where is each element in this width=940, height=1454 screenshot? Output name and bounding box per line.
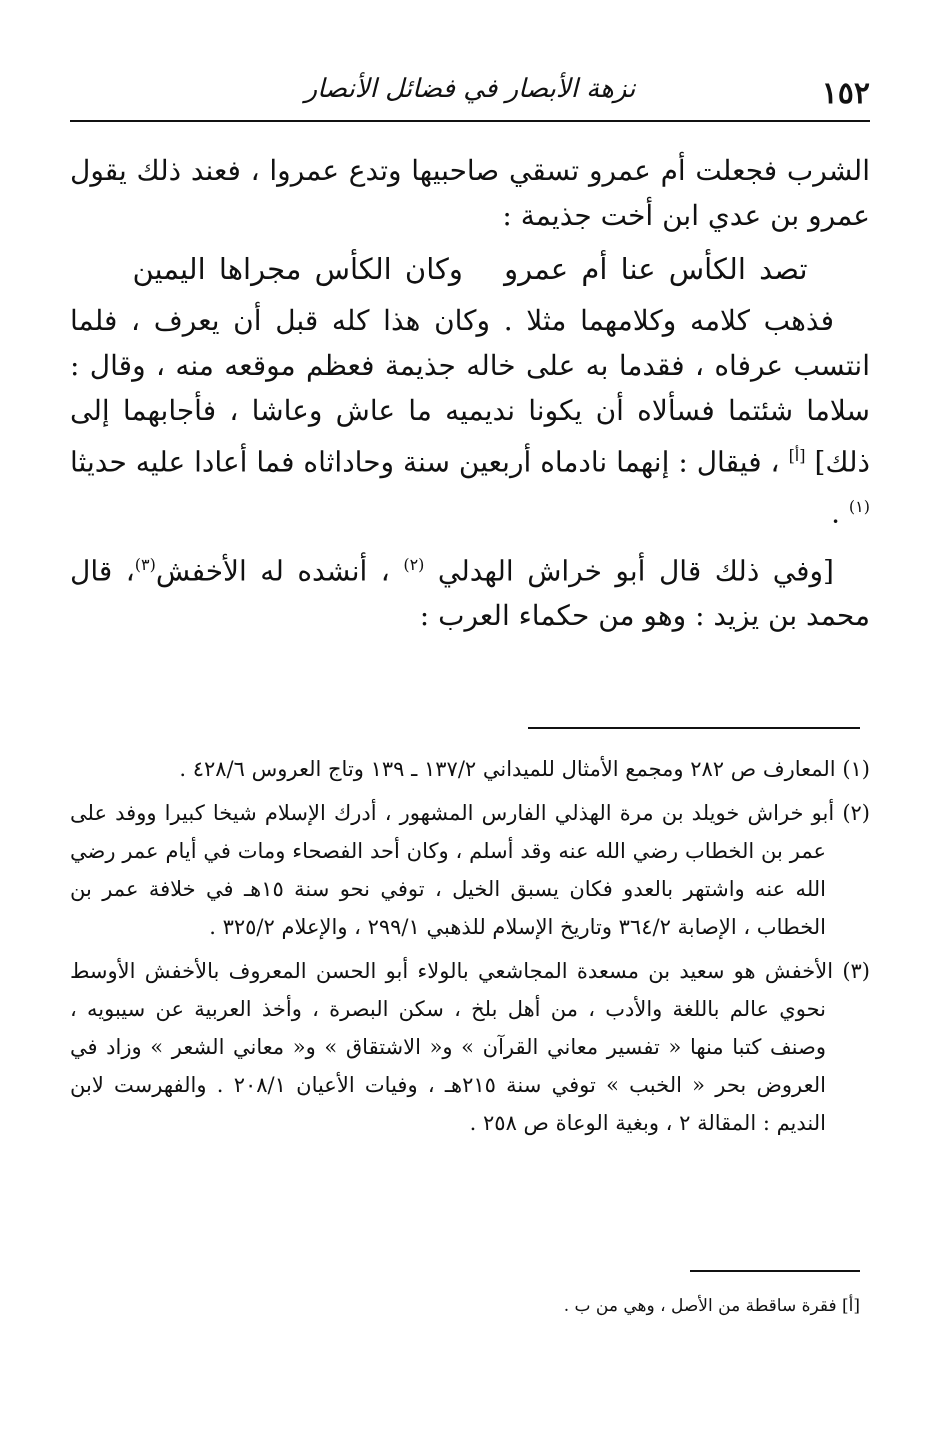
source-marker-a: [أ] (788, 446, 806, 465)
running-title: نزهة الأبصار في فضائل الأنصار (304, 74, 636, 104)
footnote-2: (٢) أبو خراش خويلد بن مرة الهذلي الفارس المشهور ، أدرك الإسلام شيخا كبيرا ووفد على عمر بن الخطاب رضي الله عنه وقد أسلم ، وكان أحد الفصحاء ومات في أيام عمر رضي الله عنه واشتهر بالعدو فكان يسبق الخيل ، توفي نحو سنة ١٥هـ في خلافة عمر بن الخطاب ، الإصابة ٣٦٤/٢ وتاريخ الإسلام للذهبي ٢٩٩/١ ، والإعلام ٣٢٥/٢ . (70, 801, 870, 939)
footnote-1: (١) المعارف ص ٢٨٢ ومجمع الأمثال للميداني ١٣٧/٢ ـ ١٣٩ وتاج العروس ٤٢٨/٦ . (179, 757, 870, 781)
verse-second-hemistich: وكان الكأس مجراها اليمين (132, 252, 463, 286)
main-text (70, 148, 870, 638)
footnote-ref-3: (٣) (134, 554, 156, 574)
paragraph-3-end: ، قال محمد بن يزيد : وهو من حكماء العرب : (70, 553, 870, 632)
paragraph-3-start: [وفي ذلك قال أبو خراش الهدلي (437, 553, 834, 587)
page-number: ١٥٢ (821, 76, 870, 111)
poetry-verse (70, 246, 870, 292)
paragraph-2-text: فذهب كلامه وكلامهما مثلا . وكان هذا كله قبل أن يعرف ، فلما انتسب عرفاه ، فقدما به على خاله جذيمة فعظم موقعه منه ، وقال : سلاما شئتما فسألاه أن يكونا نديميه ما عاش وعاشا ، فأجابهما إلى ذلك] (70, 304, 870, 479)
footnotes (70, 750, 870, 1148)
footnote-separator (528, 727, 860, 729)
page-header (70, 70, 870, 122)
paragraph-3 (70, 542, 870, 638)
editor-note-separator (690, 1270, 860, 1272)
paragraph-2-continued: ، فيقال : إنهما نادماه أربعين سنة وحاداثاه فما أعادا عليه حديثا (70, 445, 780, 479)
paragraph-3-mid: ، أنشده له الأخفش (155, 553, 390, 587)
verse-first-hemistich: تصد الكأس عنا أم عمرو (504, 252, 808, 286)
paragraph-2 (70, 298, 870, 536)
footnote-ref-2: (٢) (403, 554, 425, 574)
editor-note: [أ] فقرة ساقطة من الأصل ، وهي من ب . (563, 1296, 860, 1316)
paragraph-1: الشرب فجعلت أم عمرو تسقي صاحبيها وتدع عمروا ، فعند ذلك يقول عمرو بن عدي ابن أخت جذيمة : (70, 154, 870, 232)
header-rule (70, 120, 870, 122)
footnote-ref-1: (١) (848, 497, 870, 517)
footnote-3: (٣) الأخفش هو سعيد بن مسعدة المجاشعي بالولاء أبو الحسن المعروف بالأخفش الأوسط نحوي عالم باللغة والأدب ، من أهل بلخ ، سكن البصرة ، وأخذ العربية عن سيبويه ، وصنف كتبا منها « تفسير معاني القرآن » و« الاشتقاق » و« معاني الشعر » وزاد في العروض بحر « الخبب » توفي سنة ٢١٥هـ ، وفيات الأعيان ٢٠٨/١ . والفهرست لابن النديم : المقالة ٢ ، وبغية الوعاة ص ٢٥٨ . (70, 959, 870, 1135)
paragraph-2-end: . (831, 496, 840, 530)
